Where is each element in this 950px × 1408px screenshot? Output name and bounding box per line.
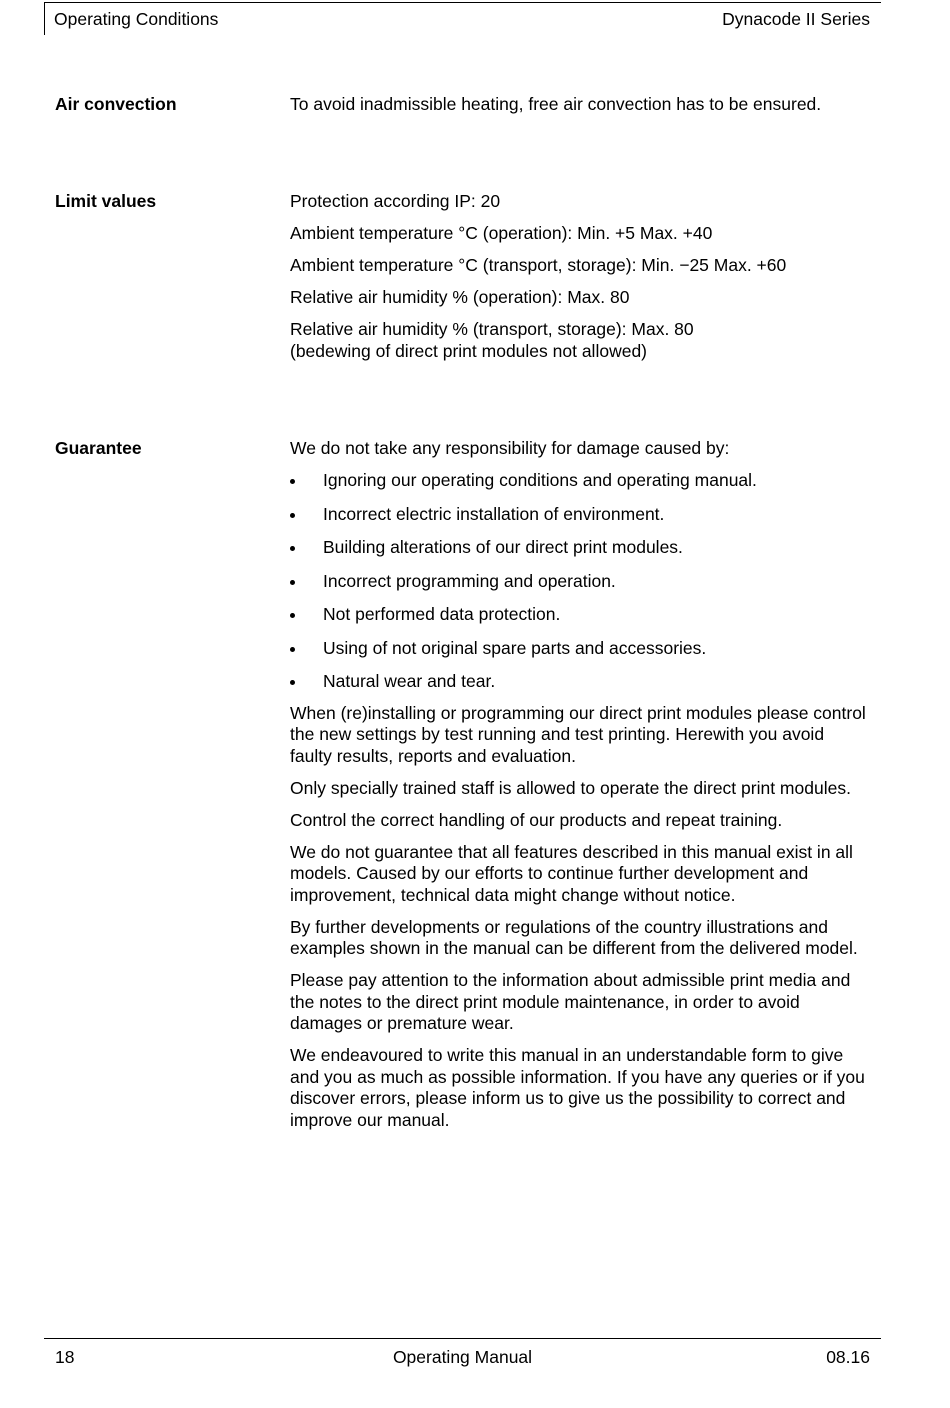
guarantee-intro: We do not take any responsibility for damage caused by:: [290, 438, 730, 458]
list-item: Building alterations of our direct print modules.: [290, 537, 870, 559]
limit-value-line: Protection according IP: 20: [290, 191, 501, 211]
limit-values-heading: Limit values: [55, 191, 157, 211]
header-section-title: Operating Conditions: [54, 9, 219, 29]
footer-document-title: Operating Manual: [392, 1347, 533, 1367]
bullet-icon: [290, 479, 295, 484]
guarantee-paragraph: Control the correct handling of our products and repeat training.: [290, 809, 783, 830]
guarantee-paragraph: By further developments or regulations of the country illustrations and examples shown in the manual can be different from the delivered model.: [290, 916, 858, 958]
page-number: 18: [55, 1347, 75, 1367]
limit-value-line: Ambient temperature °C (transport, storage): Min. −25 Max. +60: [290, 255, 787, 275]
list-item: Not performed data protection.: [290, 604, 870, 626]
list-item: Incorrect electric installation of environment.: [290, 504, 870, 526]
footer-date: 08.16: [826, 1347, 870, 1367]
page-footer: [44, 1338, 881, 1367]
list-item: Ignoring our operating conditions and operating manual.: [290, 470, 870, 492]
bullet-icon: [290, 647, 295, 652]
air-convection-text: To avoid inadmissible heating, free air convection has to be ensured.: [290, 94, 822, 114]
limit-value-line: Ambient temperature °C (operation): Min. +5 Max. +40: [290, 223, 713, 243]
page-header: [44, 2, 881, 35]
bullet-icon: [290, 613, 295, 618]
limit-value-note: (bedewing of direct print modules not allowed): [290, 340, 647, 361]
guarantee-paragraph: We do not guarantee that all features described in this manual exist in all models. Caused by our efforts to continue further development and improvement, technical data might change without notice.: [290, 841, 853, 905]
guarantee-paragraph: Please pay attention to the information about admissible print media and the notes to the direct print module maintenance, in order to avoid damages or premature wear.: [290, 970, 851, 1033]
damage-causes-list: [290, 470, 870, 693]
guarantee-paragraph: We endeavoured to write this manual in an understandable form to give and you as much as possible information. If you have any queries or if you discover errors, please inform us to give us the possibility to correct and improve our manual.: [290, 1045, 865, 1130]
guarantee-heading: Guarantee: [55, 438, 142, 458]
limit-value-line: Relative air humidity % (transport, storage): Max. 80: [290, 319, 694, 339]
list-item: Natural wear and tear.: [290, 671, 870, 693]
limit-value-line: Relative air humidity % (operation): Max. 80: [290, 287, 630, 307]
list-item: Incorrect programming and operation.: [290, 571, 870, 593]
bullet-icon: [290, 513, 295, 518]
guarantee-paragraph: When (re)installing or programming our direct print modules please control the new settings by test running and test printing. Herewith you avoid faulty results, reports and evaluation.: [290, 702, 866, 766]
air-convection-heading: Air convection: [55, 94, 177, 114]
list-item: Using of not original spare parts and accessories.: [290, 638, 870, 660]
bullet-icon: [290, 680, 295, 685]
bullet-icon: [290, 546, 295, 551]
bullet-icon: [290, 580, 295, 585]
guarantee-paragraph: Only specially trained staff is allowed to operate the direct print modules.: [290, 777, 851, 798]
header-product-name: Dynacode II Series: [722, 9, 870, 29]
